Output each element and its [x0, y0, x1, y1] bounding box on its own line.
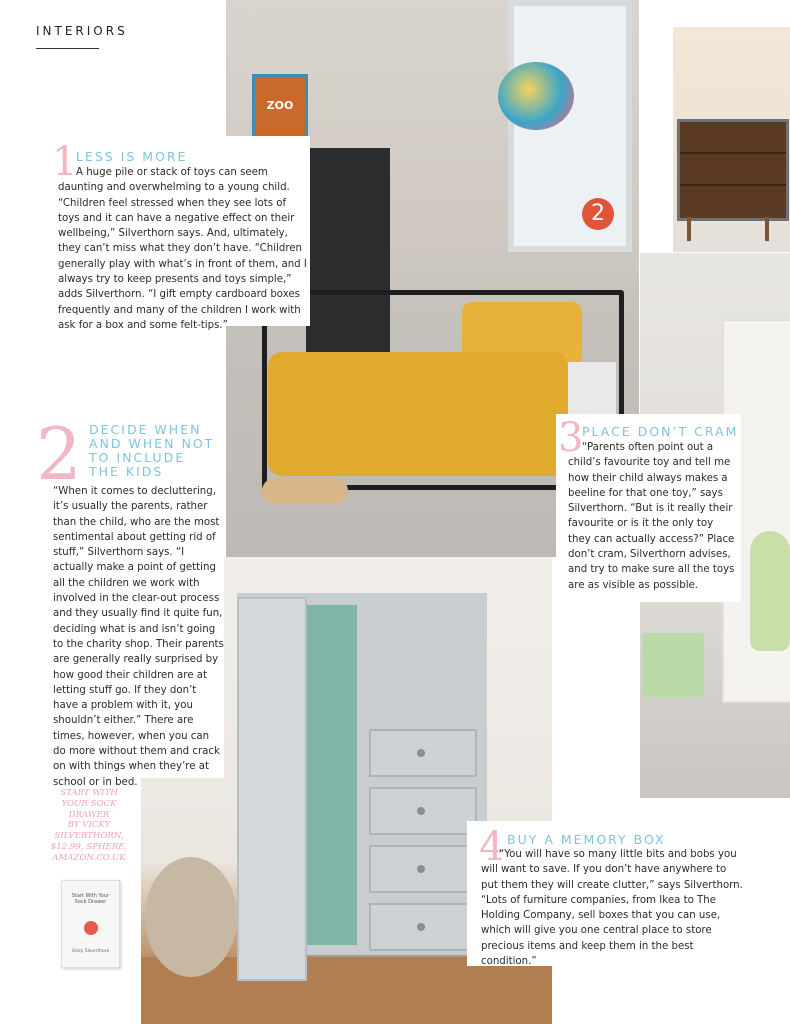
- section-number: 2: [36, 412, 82, 496]
- dresser-drawer: [680, 154, 786, 186]
- drawer-knob: [417, 923, 425, 931]
- cabinet-drawer: [369, 729, 477, 777]
- book-cover-badge: [84, 921, 98, 935]
- book-promo: [50, 788, 128, 864]
- section-number: 4: [479, 824, 505, 870]
- cabinet-interior: [305, 605, 357, 945]
- promo-line: SILVERTHORN,: [54, 831, 124, 842]
- section-label: INTERIORS: [36, 24, 128, 38]
- promo-line: DRAWER: [68, 809, 110, 820]
- section-decide-when: [36, 412, 224, 788]
- dresser-photo: [673, 27, 790, 252]
- paper-lantern: [498, 62, 574, 130]
- section-heading: DECIDE WHEN AND WHEN NOT TO INCLUDE THE KIDS: [89, 422, 215, 479]
- cabinet-drawer: [369, 787, 477, 835]
- drawer-knob: [417, 749, 425, 757]
- dresser-drawer: [680, 122, 786, 154]
- drawer-knob: [417, 807, 425, 815]
- section-place-dont-cram: [556, 414, 741, 602]
- book-cover-author: Vicky Silverthorn: [71, 949, 110, 954]
- cabinet-drawer: [369, 903, 477, 951]
- skateboard: [262, 478, 348, 504]
- section-less-is-more: [52, 136, 310, 331]
- section-heading: LESS IS MORE: [76, 149, 188, 164]
- toy-box: [642, 633, 704, 697]
- promo-line: YOUR SOCK: [61, 798, 117, 809]
- promo-line: $12.99, SPHERE,: [50, 841, 128, 852]
- dresser-leg: [765, 217, 769, 241]
- section-number: 1: [52, 139, 78, 185]
- section-heading: PLACE DON’T CRAM: [582, 424, 739, 439]
- book-cover-title: Start With Your Sock Drawer: [71, 893, 110, 905]
- number-sign: 2: [582, 198, 614, 230]
- section-number: 3: [558, 415, 584, 461]
- promo-line: BY VICKY: [67, 820, 111, 831]
- section-memory-box: [467, 821, 746, 966]
- section-body: “When it comes to decluttering, it’s usually the parents, rather than the child, who are the most sentimental about getting rid of stuff,” Silverthorn says. “I actually make a point of getting all the children we work with involved in the clear-out process and they usually find it quite fun, deciding what is and isn’t going to the charity shop. Their parents are generally really surprised by how good their children are at letting stuff go. If they don’t have a problem with it, you shouldn’t either.” There are times, however, when you can do more without them and crack on with things when they’re at school or in bed.: [53, 486, 224, 788]
- promo-line: START WITH: [60, 788, 118, 798]
- zoo-book: ZOO: [252, 74, 308, 138]
- section-body: A huge pile or stack of toys can seem daunting and overwhelming to a young child. “Children feel stressed when they see lots of toys and it can have a negative effect on their wellbeing,” Silverthorn says. And, ultimately, they can’t miss what they don’t have. “Children generally play with what’s in front of them, and I always try to keep presents and toys simple,” adds Silverthorn. “I gift empty cardboard boxes frequently and many of the children I work with ask for a box and some felt-tips.”: [58, 167, 307, 331]
- drawer-knob: [417, 865, 425, 873]
- section-rule: [36, 48, 99, 49]
- dresser-leg: [687, 217, 691, 241]
- wooden-dresser: [677, 119, 789, 221]
- section-body: “You will have so many little bits and bobs you will want to save. If you don’t have anywhere to put them they will create clutter,” says Silverthorn. “Lots of furniture companies, from Ikea to The Holding Company, sell boxes that you can use, which will give you one central place to store precious items and keep them in the best condition.”: [481, 849, 743, 968]
- section-body: “Parents often point out a child’s favourite toy and tell me how their child always makes a beeline for that one toy,” says Silverthorn. “But is it really their favourite or is it the only toy they can actually access?” Place don’t cram, Silverthorn advises, and try to make sure all the toys are as visible as possible.: [568, 442, 735, 591]
- cabinet-drawer: [369, 845, 477, 893]
- cabinet-door: [237, 597, 307, 981]
- hanging-bag: [750, 531, 790, 651]
- book-cover: [61, 880, 120, 968]
- promo-line: AMAZON.CO.UK: [52, 852, 126, 863]
- teddy-bear: [145, 857, 237, 977]
- section-heading: BUY A MEMORY BOX: [507, 832, 666, 847]
